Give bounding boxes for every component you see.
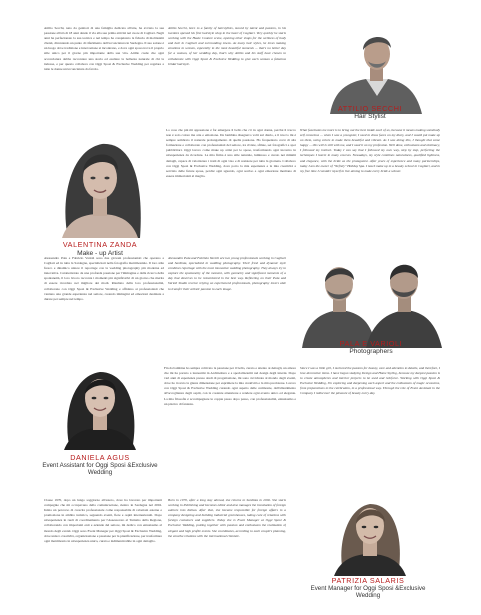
pala-varioli-photo [296, 252, 446, 348]
attilio-role: Hair Stylist [354, 113, 386, 120]
pala-varioli-role: Photographers [349, 348, 393, 355]
valentina-name: VALENTINA ZANDA [62, 240, 138, 249]
attilio-text-italian: Attilio Secchi, nato da genitori di una famiglia dedicata all'arte, ha avviato la sua passione all'età di 18 anni dando il via alla sua prima attività nel cuore di Cagliari. Negli anni ha perfezionato la sua tecnica e nel tempo ha conquistato la fiducia di moltissimi clienti, diventando un punto di riferimento dell'acconciatura in Sardegna. Il suo salone è un luogo dove tradizione e innovazione si incontrano, e dove ogni sposa trova il proprio stile unico per il giorno più importante della sua vita. Attilio crede che ogni acconciatura debba raccontare una storia ed esaltare la bellezza naturale di chi la indossa, e per questo collabora con Oggi Sposi & Exclusive Wedding per regalare a tutte le donne un'acconciatura da favola. [44, 26, 164, 71]
valentina-role: Make - up Artist [77, 250, 123, 257]
attilio-secchi-photo [300, 24, 440, 114]
valentina-zanda-photo [40, 120, 160, 238]
patrizia-role: Event Manager for Oggi Sposi &Exclusive Wedding [310, 585, 426, 599]
pala-varioli-name: PALA E VARIOLI [339, 339, 403, 348]
pala-varioli-text-italian: Alessandro Pala e Fabrizio Varioli sono due giovani professionisti che operano a Cagliari ed in tutta la Sardegna, specializzati nella fotografia matrimoniale. Il loro stile fresco e dinamico unisce il reportage con la wedding photography più moderna ed innovativa. Caratterizzato da una profonda passione per l'immagine e dalla ricerca della spontaneità, il loro lavoro racconta i momenti più significativi di un giorno che merita di essere ricordato nel migliore dei modi. Risultato della loro professionalità, collaborano con Oggi Sposi & Exclusive Wedding e affidano ai professionisti che vantano una grande esperienza nel settore, creando immagini ed emozioni destinate a durare per sempre nel tempo. [44, 256, 164, 301]
daniela-role: Event Assistant for Oggi Sposi &Exclusive Wedding [42, 462, 158, 476]
patrizia-name: PATRIZIA SALARIS [331, 576, 405, 585]
patrizia-text-italian: Classe 1970, dopo un lungo soggiorno all'estero, dove ha lavorato per importanti compagnie che mi occupavano della comunicazione, rientro in Sardegna nel 2002. Inizia un percorso di crescita professionale come responsabile di relazioni esterne e promozione in ambito turistico, seguendo eventi, fiere e ospiti internazionali. Dopo un'esperienza in ruoli di coordinamento per l'Assessorato al Turismo della Regione, collaborando con importanti enti e aziende del settore, mi dedico con entusiasmo al mondo degli eventi. Oggi sono Event Manager per Oggi Sposi & Exclusive Wedding, dove unisco creatività, organizzazione e passione per la pianificazione, per trasformare ogni matrimonio in un'esperienza unica, curata e indimenticabile in ogni dettaglio. [44, 498, 162, 543]
daniela-agus-photo [44, 358, 156, 450]
daniela-text-italian: Fin da bambina ho sempre coltivato la passione per il bello, curato e attento ai dettagli, un amore che mi ha portato a laurearmi in Architettura e a specializzarmi nel design degli interni. Dopo vari anni di esperienza presso studi di progettazione, mi sono avvicinata al mondo degli eventi, dove ho trovato la giusta dimensione per esprimere la mia creatività e la mia precisione. Lavoro con Oggi Sposi & Exclusive Wedding curando ogni aspetto delle cerimonie, dall'allestimento all'accoglienza degli ospiti, con la costante attenzione a rendere ogni evento unico ed elegante. La mia filosofia è accompagnare le coppie passo dopo passo, con professionalità, entusiasmo e un pizzico di fantasia. [164, 366, 296, 406]
patrizia-salaris-photo [300, 494, 436, 576]
valentina-text-italian: Lo cosa che più mi appassiona è far emergere il bello che c'è in ogni donna, perché il trucco non è solo colore ma arte e emozione. Da bambina disegnavo volti sul diario, e il trucco mi è sempre sembrato il naturale prolungamento di quella passione. Ho frequentato corsi di alta formazione e collaborato con professionisti del settore, tra riviste, sfilate, set fotografici e spot pubblicitari. Oggi lavoro come make up artist per le spose, trasformando ogni incontro in un'esperienza da ricordare. La mia firma è uno stile naturale, luminoso e curato nei minimi dettagli, capace di valorizzare i tratti di ogni viso e di resistere per tutta la giornata. Collaboro con Oggi Sposi & Exclusive Wedding, dove porto la mia esperienza e la mia creatività a servizio delle future spose, perché ogni sguardo, ogni sorriso e ogni emozione meritano di essere immortalati al meglio. [166, 128, 296, 178]
attilio-name: ATTILIO SECCHI [337, 104, 403, 113]
pala-varioli-text-english: Alessandro Pala and Fabrizio Varioli are two young professionals working in Cagliari and Sardinia, specialized in wedding photography. Their fresh and dynamic style combines reportage with the most innovative wedding photography. They always try to capture the spontaneity of the moment, with geometry and significant moments of a day that deserves to be remembered in the best way. Reflecting on their Pala and Varioli Studio receive relying on experienced professionals, photography lovers able to transfer their artistic passion to each image. [168, 256, 286, 291]
attilio-text-english: Attilio Secchi, born to a family of hairstylists, moved by talent and passion, in his twenties opened his first hairstyle shop in the heart of Cagliari. Very quickly he starts working with the Haute Couture scene, opening other shops for the wellness of body and hair in Cagliari and surrounding towns. As many hair styles, he loves making emotions to women, especially in the most beautiful moments ... that's no better day for a woman, of her wedding day, that's why Attilio and his staff have chosen to collaborate with Oggi Sposi & Exclusive Wedding to give each woman a fabulous bridal hairstyle. [168, 26, 286, 66]
valentina-text-english: What fascinates me more is to bring out the best inside each of us, because it means making somebody self conscious ... when I was a youngster, I used to draw faces on my diary, and I would put make up on them, using colors to make them beautiful and vibrant. As I was doing this, I thought that some happy ... this will is still with me, and I used it on my profession. Well done, enthusiasm and obstinacy, I followed my instinct. Today I can say that I followed my own way, step by step, perfecting the techniques I learnt in many courses. Nowadays, my style combines naturalness, qualified lightness, and elegance, with the bride as the protagonist. After years of experience and many partnerships, today I am the owner of "Nefrely" Holiday Spa. I teach make up in a beauty school in Cagliari, and in my free time I consider myself to live aiming to make every bride a winner. [300, 128, 440, 173]
daniela-text-english: Since I was a little girl, I nurtured the passion for beauty, care and attention to details, and therefore, I love decorative items. I have begun studying Design and Home Styling, because my deepest passion is to create atmospheres and interior projects to be used and reinforce. Working with Oggi Sposi & Exclusive Wedding, I'm exploring and deepening each aspect and the enthusiasm of magic occasions, from preparations to the celebration, in a professional way. Through the role of Event Assistant in the Company I rediscover the pleasure of beauty every day. [300, 366, 440, 396]
daniela-name: DANIELA AGUS [70, 453, 130, 462]
patrizia-text-english: Born in 1970, after a long stay abroad, she returns to Sardinia in 2002. She starts working in Publishing and becomes editor and also manages the translation of foreign authors into Italian. After that, she became responsible for foreign affairs in a company designing and building industrial greenhouses, taking care of relations with foreign customers and suppliers. Today she is Event Manager at Oggi Sposi & Exclusive Wedding, putting together with passion and enthusiasm the realization of elegant and high profile events. She coordinates, according to each couple's planning, the emotive relations with the international clientele. [168, 498, 286, 538]
